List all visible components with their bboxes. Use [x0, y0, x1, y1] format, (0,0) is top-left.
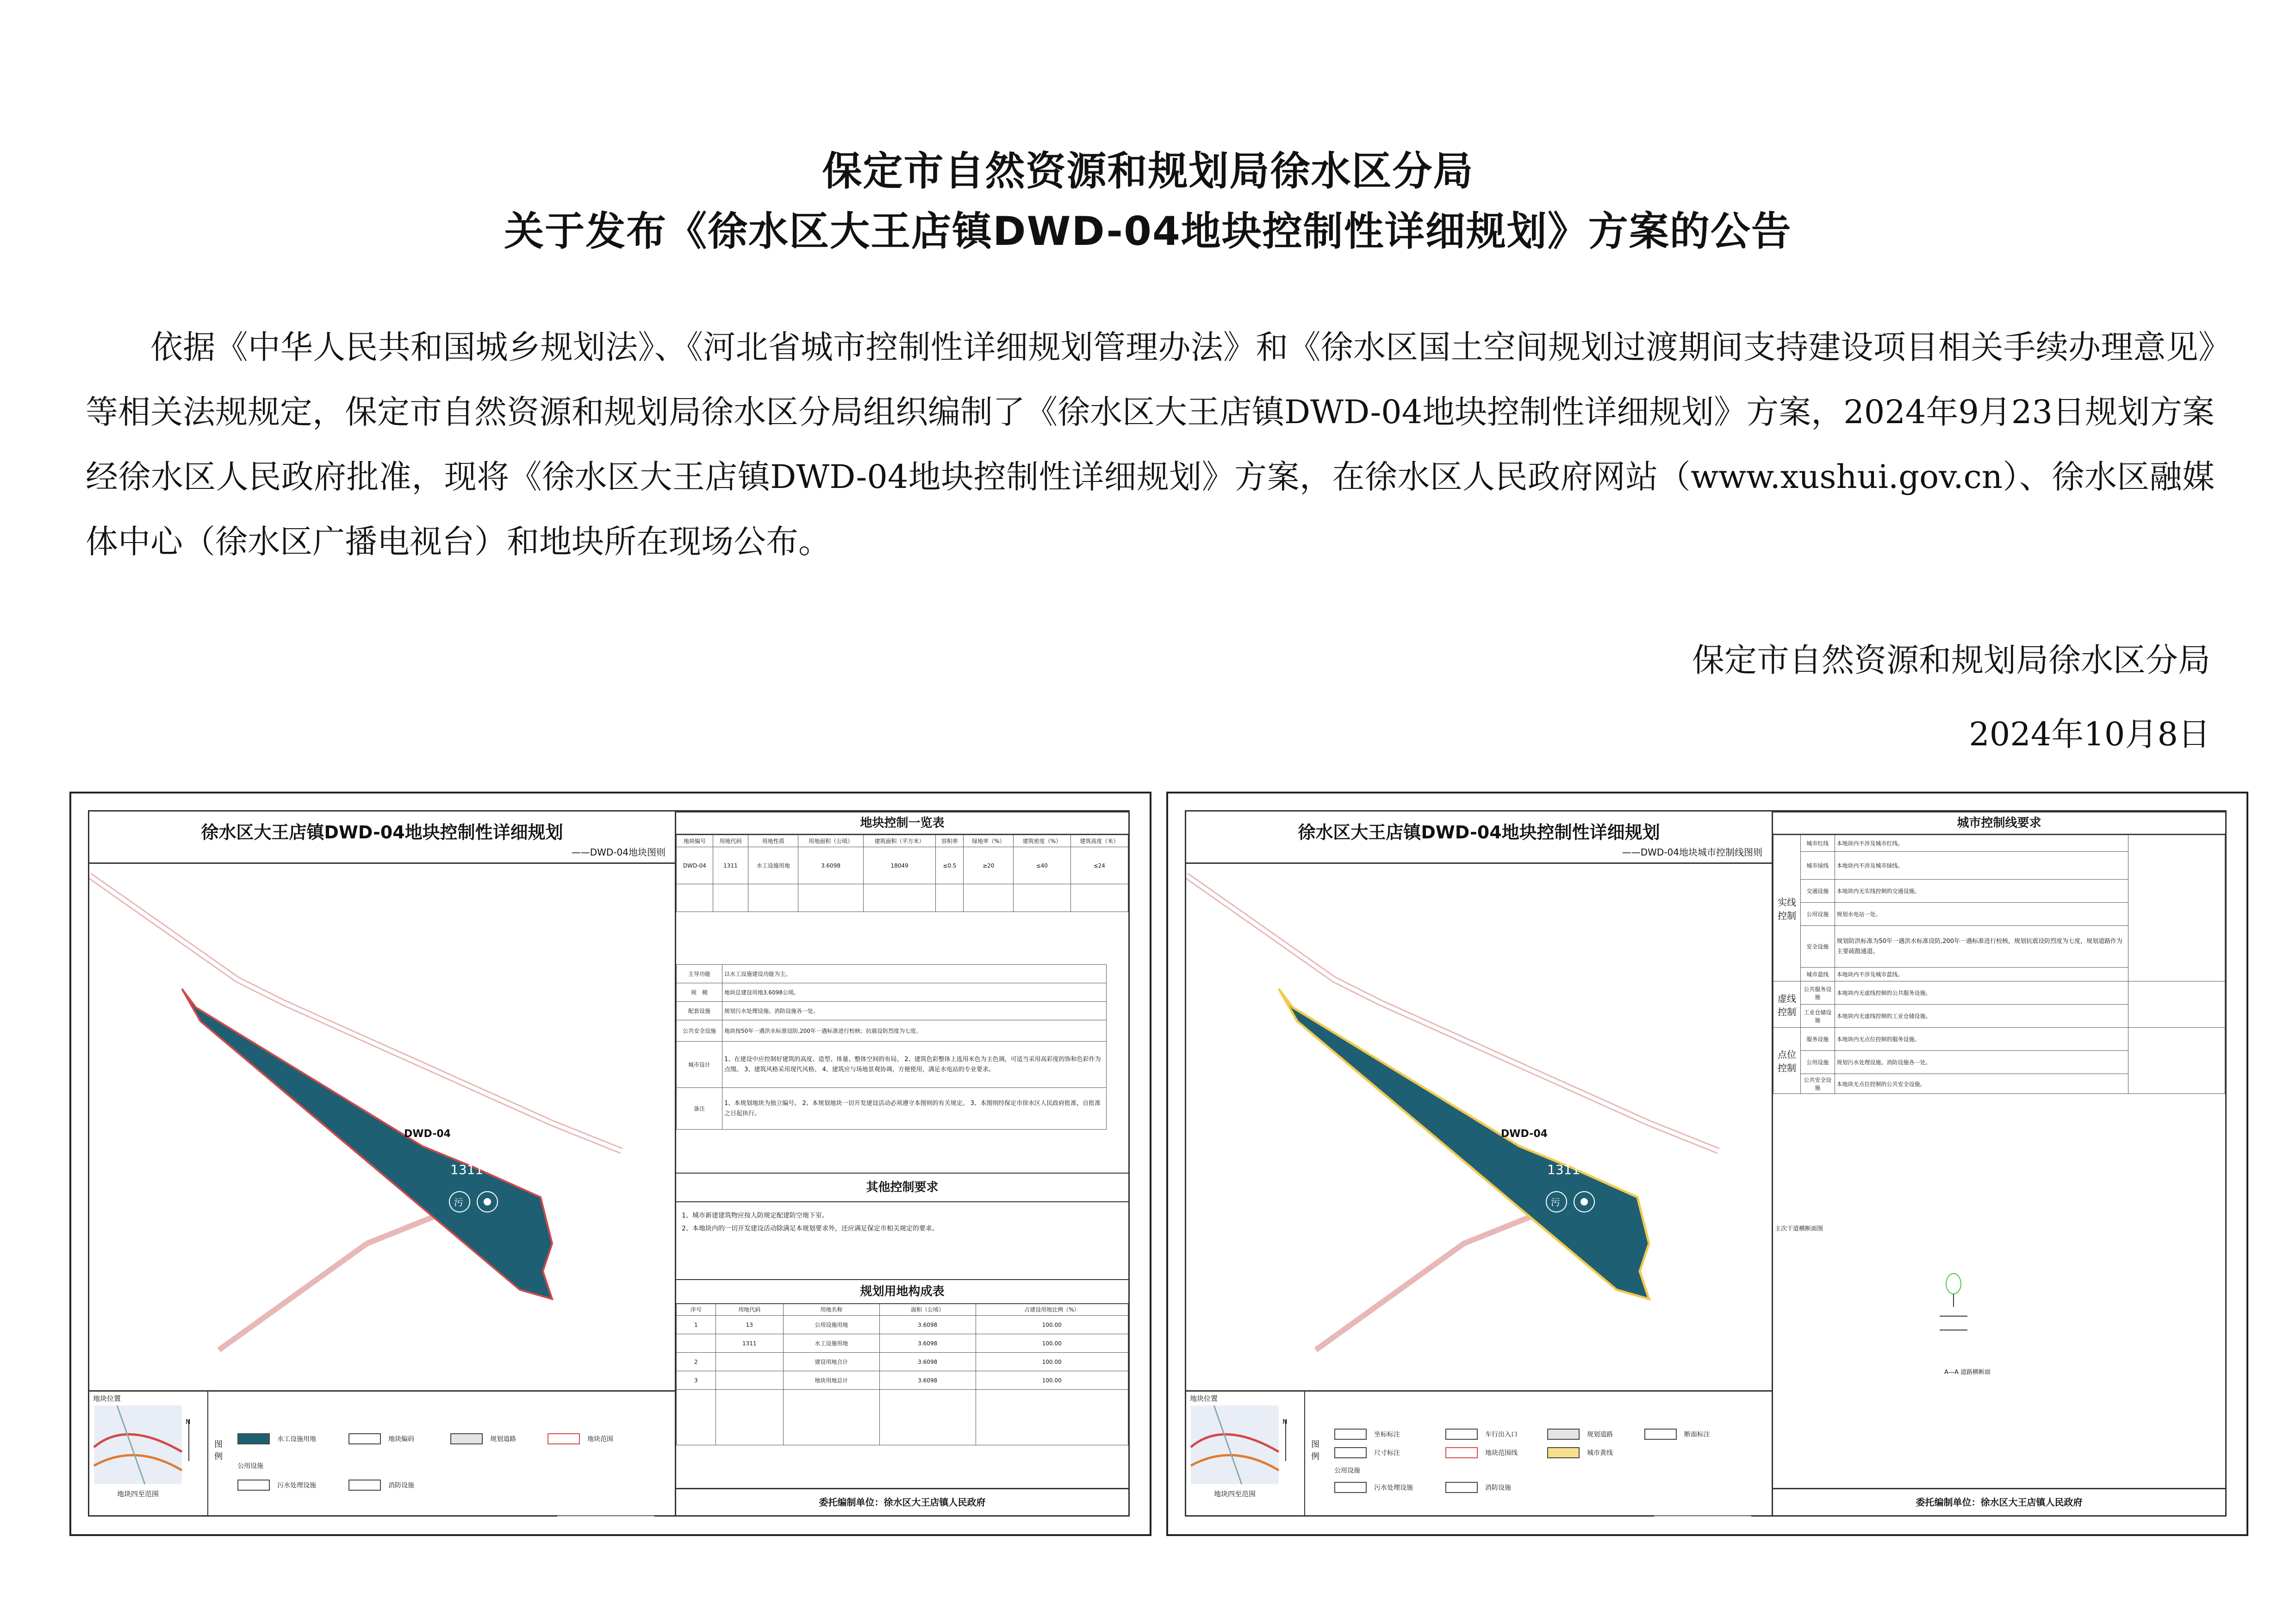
map-area	[1186, 812, 1773, 1515]
control-line-panel	[1773, 812, 2225, 1515]
map-title: 徐水区大王店镇DWD-04地块控制性详细规划	[1186, 812, 1772, 864]
plot-code: 1311	[1547, 1162, 1580, 1177]
legend-item: 规划道路	[1547, 1429, 1613, 1440]
legend-item: 消防设施	[348, 1480, 414, 1491]
location-caption: 地块四至范围	[117, 1490, 159, 1498]
divider	[557, 1516, 654, 1517]
notice-title-line1: 保定市自然资源和规划局徐水区分局	[822, 148, 1474, 194]
legend-label: 图例	[1311, 1440, 1319, 1462]
plot-dwd-04	[182, 989, 552, 1299]
other-title: 其他控制要求	[676, 1173, 1128, 1202]
location-label: 地块位置	[93, 1394, 121, 1403]
land-table: 序号 用地代码 用地名称 面积（公顷） 占建设用地比例（%） 1 13 公用设施用地 3.6098 100.00 1311 水工设施用地 3.6098 100.00 2 建设用地合计 3.6098 100.00 3 地块用地总计 3.6098 100.00	[676, 1303, 1128, 1445]
legend-item: 尺寸标注	[1334, 1447, 1400, 1458]
legend-area	[89, 1390, 675, 1517]
legend-item: 污水处理设施	[1334, 1482, 1413, 1493]
sheet-frame	[1185, 810, 2227, 1517]
legend-item: 规划道路	[450, 1433, 516, 1444]
notice-signature: 保定市自然资源和规划局徐水区分局	[1692, 641, 2210, 679]
control-table-title: 地块控制一览表	[676, 812, 1128, 835]
control-table: 地块编号 用地代码 用地性质 用地面积（公顷） 建筑面积（平方米） 容积率 绿地率（%） 建筑密度（%） 建筑高度（米） DWD-04 1311 水工设施用地 3.6098 18049 ≤0.5 ≥20 ≤40 ≤24	[676, 835, 1128, 912]
plan-sheet-right[interactable]	[1166, 792, 2248, 1536]
notice-body	[86, 315, 2215, 574]
section-caption: A—A 道路横断面	[1944, 1369, 1991, 1376]
notice-paragraph: 依据《中华人民共和国城乡规划法》、《河北省城市控制性详细规划管理办法》和《徐水区国土空间规划过渡期间支持建设项目相关手续办理意见》等相关法规规定，保定市自然资源和规划局徐水区分局组织编制了《徐水区大王店镇DWD-04地块控制性详细规划》方案，2024年9月23日规划方案经徐水区人民政府批准，现将《徐水区大王店镇DWD-04地块控制性详细规划》方案，在徐水区人民政府网站（www.xushui.gov.cn）、徐水区融媒体中心（徐水区广播电视台）和地块所在现场公布。	[86, 328, 2215, 561]
legend-item: 消防设施	[1445, 1482, 1511, 1493]
svg-text:N: N	[1282, 1418, 1288, 1426]
divider	[1654, 1516, 1751, 1517]
legend-area	[1186, 1390, 1772, 1517]
map-area	[89, 812, 676, 1515]
map-subtitle: ——DWD-04地块城市控制线图则	[1622, 847, 1762, 858]
plot-label: DWD-04	[404, 1128, 451, 1140]
other-line-2: 2、本地块内的一切开发建设活动除满足本规划要求外，还应满足保定市相关规定的要求。	[682, 1225, 939, 1232]
location-label: 地块位置	[1190, 1394, 1218, 1403]
control-line-map	[1186, 864, 1772, 1389]
map-subtitle: ——DWD-04地块图则	[571, 847, 666, 858]
legend-item: 断面标注	[1644, 1429, 1710, 1440]
legend-item: 城市黄线	[1547, 1447, 1613, 1458]
legend-public: 公用设施	[1334, 1467, 1360, 1474]
legend-label: 图例	[214, 1440, 223, 1462]
road-section-diagram	[1912, 1265, 2032, 1367]
notice-title-line2: 关于发布《徐水区大王店镇DWD-04地块控制性详细规划》方案的公告	[504, 208, 1792, 255]
legend-item: 坐标标注	[1334, 1429, 1400, 1440]
legend-public: 公用设施	[237, 1462, 263, 1470]
control-line-table: 实线控制 城市红线 本地块内不涉及城市红线。 城市绿线 本地块内不涉及城市绿线。 交通设施 本地块内无实线控制的交通设施。 公用设施 规划水电站一处。 安全设施 规划防洪标准为50年一遇洪水标准设防,200年一遇标准进行校核，规划抗震设防烈度为七度，规划道路作为主要疏散通道。 城市蓝线 本地块内不涉及城市蓝线。 虚线控制 公共服务设施 本地块内无虚线控制的公共服务设施。 工业仓储设施 本地块内无虚线控制的工业仓储设施。 点位控制 服务设施 本地块内无点位控制的服务设施。 公用设施 规划污水处理设施、消防设施各一处。 公共安全设施 本地块无点位控制的公共安全设施。	[1773, 835, 2225, 1094]
sewage-symbol: 污	[1551, 1197, 1560, 1208]
map-title: 徐水区大王店镇DWD-04地块控制性详细规划	[89, 812, 675, 864]
notice-date: 2024年10月8日	[1969, 715, 2210, 753]
sheet-frame	[88, 810, 1130, 1517]
attribute-table: 主导功能 以水工设施建设功能为主。 规 模 地块总建设用地3.6098公顷。 配套设施 规划污水处理设施、消防设施各一处。 公共安全设施 地块按50年一遇洪水标准设防,200年一遇标准进行校核；抗震设防烈度为七度。 城市设计 1、在建设中应控制好建筑的高度、造型、体量、整体空间的布局。 2、建筑色彩整体上选用米色为主色调，可适当采用高彩度的饰和色彩作为点缀。 3、建筑风格采用现代风格。 4、建筑应与场地景观协调，方便使用，满足水电站的专业要求。 备注 1、本规划地块为独立编号。 2、本规划地块一切开发建设活动必须遵守本图则的有关规定。 3、本图则经保定市徐水区人民政府批准，自批准之日起执行。	[676, 964, 1107, 1130]
plot-dwd-04	[1279, 989, 1649, 1299]
control-panel	[676, 812, 1128, 1515]
sheet-footer: 委托编制单位：徐水区大王店镇人民政府	[676, 1488, 1128, 1515]
sheet-footer: 委托编制单位：徐水区大王店镇人民政府	[1773, 1488, 2225, 1515]
location-inset	[89, 1392, 208, 1517]
legend-item: 地块范围	[548, 1433, 613, 1444]
legend-item: 地块编码	[348, 1433, 414, 1444]
plot-code: 1311	[450, 1162, 484, 1177]
plot-label: DWD-04	[1501, 1128, 1548, 1140]
section-title: 主次干道横断面图	[1775, 1225, 1823, 1232]
legend-item: 水工设施用地	[237, 1433, 316, 1444]
land-title: 规划用地构成表	[676, 1279, 1128, 1304]
location-inset	[1186, 1392, 1305, 1517]
legend-item: 车行出入口	[1445, 1429, 1518, 1440]
location-caption: 地块四至范围	[1214, 1490, 1256, 1498]
sewage-symbol: 污	[454, 1197, 463, 1208]
control-line-title: 城市控制线要求	[1773, 812, 2225, 835]
plot-map	[89, 864, 675, 1389]
plan-sheet-left[interactable]	[69, 792, 1151, 1536]
other-line-1: 1、城市新建建筑物应按人防规定配建防空地下室。	[682, 1212, 828, 1219]
legend-item: 地块范围线	[1445, 1447, 1518, 1458]
svg-text:N: N	[186, 1418, 191, 1426]
legend-item: 污水处理设施	[237, 1480, 316, 1491]
